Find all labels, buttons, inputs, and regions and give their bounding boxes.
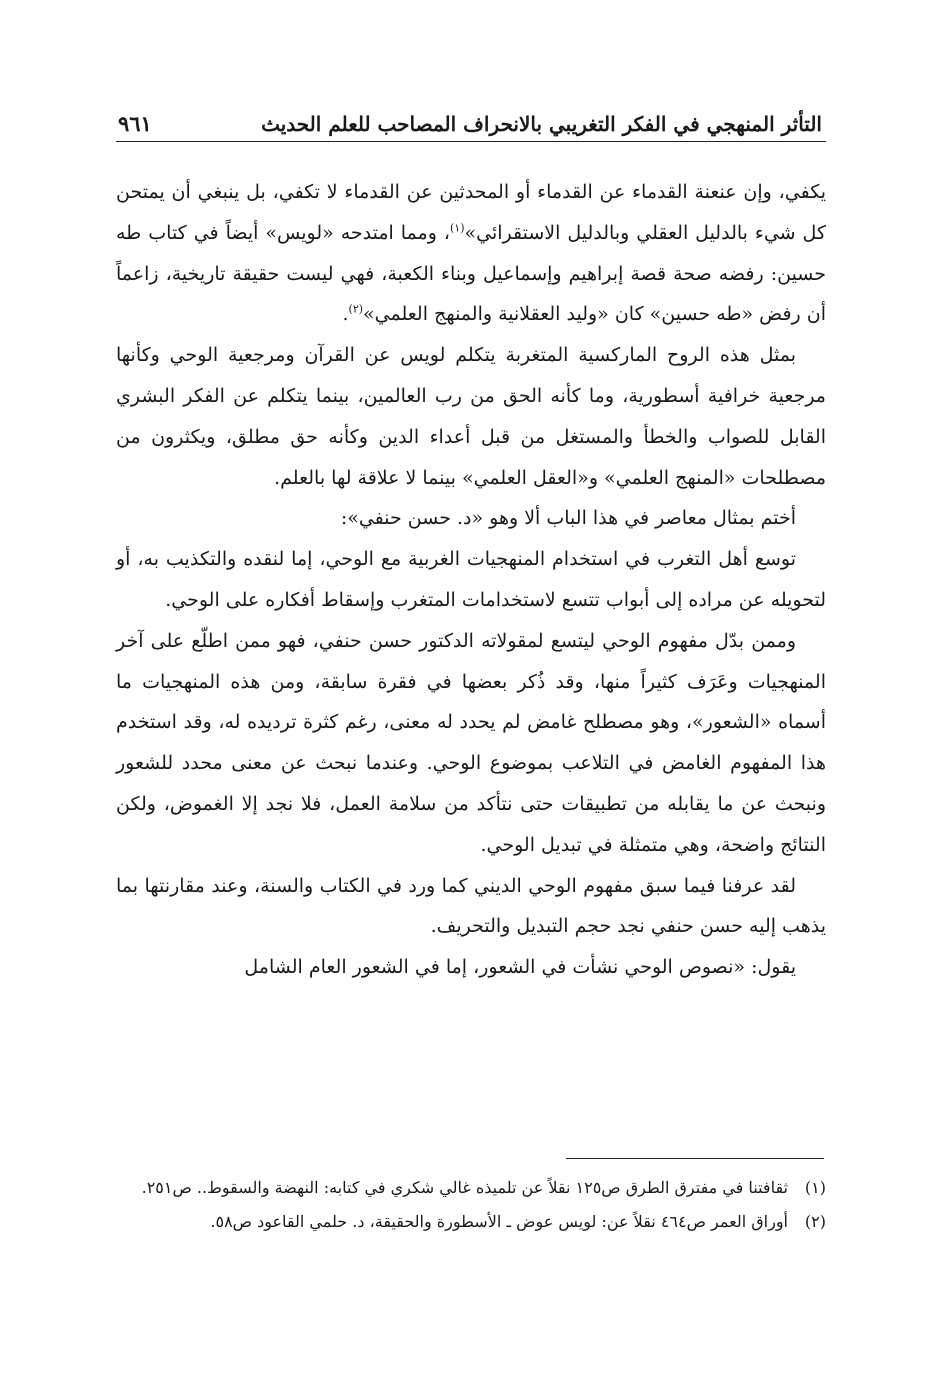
paragraph-3: أختم بمثال معاصر في هذا الباب ألا وهو «د. حسن حنفي»: xyxy=(340,507,796,530)
paragraph-1-part-c: . xyxy=(342,303,349,326)
paragraph-1-part-a: يكفي، وإن عنعنة القدماء عن القدماء أو المحدثين عن القدماء لا تكفي، بل ينبغي أن يمتحن كل شيء بالدليل العقلي وبالدليل الاستقرائي» xyxy=(116,181,826,244)
footnote-1-text: ثقافتنا في مفترق الطرق ص١٢٥ نقلاً عن تلميذه غالي شكري في كتابه: النهضة والسقوط.. ص٢٥١. xyxy=(141,1178,788,1197)
footnote-ref-1: (١) xyxy=(449,221,465,235)
paragraph-5: وممن بدّل مفهوم الوحي ليتسع لمقولاته الدكتور حسن حنفي، فهو ممن اطلّع على آخر المنهجيات وعَرَف كثيراً منها، وقد ذُكر بعضها في فقرة سابقة، ومن هذه المنهجيات ما أسماه «الشعور»، وهو مصطلح غامض لم يحدد له معنى، رغم كثرة ترديده له، وقد استخدم هذا المفهوم الغامض في التلاعب بموضوع الوحي. وعندما نبحث عن معنى محدد للشعور ونبحث عن ما يقابله من تطبيقات حتى نتأكد من سلامة العمل، فلا نجد إلا الغموض، ولكن النتائج واضحة، وهي متمثلة في تبديل الوحي. xyxy=(116,629,826,856)
footnote-1-number: (١) xyxy=(804,1178,826,1197)
paragraph-2: بمثل هذه الروح الماركسية المتغربة يتكلم لويس عن القرآن ومرجعية الوحي وكأنها مرجعية خرافية أسطورية، وما كأنه الحق من رب العالمين، بينما يتكلم عن الفكر البشري القابل للصواب والخطأ والمستغل من قبل أعداء الدين وكأنه حق مطلق، ويكثرون من مصطلحات «المنهج العلمي» و«العقل العلمي» بينما لا علاقة لها بالعلم. xyxy=(116,344,826,489)
running-header xyxy=(118,98,822,138)
paragraph-6: لقد عرفنا فيما سبق مفهوم الوحي الديني كما ورد في الكتاب والسنة، وعند مقارنتها بما يذهب إليه حسن حنفي نجد حجم التبديل والتحريف. xyxy=(116,874,826,938)
footnote-2-text: أوراق العمر ص٤٦٤ نقلاً عن: لويس عوض ـ الأسطورة والحقيقة، د. حلمي القاعود ص٥٨. xyxy=(210,1212,788,1231)
header-rule xyxy=(116,141,826,142)
footnote-1 xyxy=(116,1172,826,1203)
footnote-separator xyxy=(566,1158,824,1159)
footnotes xyxy=(116,1172,826,1240)
paragraph-1-part-b: ، ومما امتدحه «لويس» أيضاً في كتاب طه حسين: رفضه صحة قصة إبراهيم وإسماعيل وبناء الكعبة، فهي ليست حقيقة تاريخية، زاعماً أن رفض «طه حسين» كان «وليد العقلانية والمنهج العلمي» xyxy=(116,221,826,326)
paragraph-4: توسع أهل التغرب في استخدام المنهجيات الغربية مع الوحي، إما لنقده والتكذيب به، أو لتحويله عن مراده إلى أبواب تتسع لاستخدامات المتغرب وإسقاط أفكاره على الوحي. xyxy=(116,548,826,611)
footnote-ref-2: (٢) xyxy=(348,303,364,317)
running-header-title: التأثر المنهجي في الفكر التغريبي بالانحراف المصاحب للعلم الحديث xyxy=(261,112,822,136)
main-text xyxy=(116,172,826,988)
paragraph-7: يقول: «نصوص الوحي نشأت في الشعور، إما في الشعور العام الشامل xyxy=(244,956,796,979)
page-number: ٩٦١ xyxy=(118,111,152,136)
paragraph-1 xyxy=(116,172,826,335)
footnote-2 xyxy=(116,1206,826,1237)
footnote-2-number: (٢) xyxy=(804,1212,826,1231)
